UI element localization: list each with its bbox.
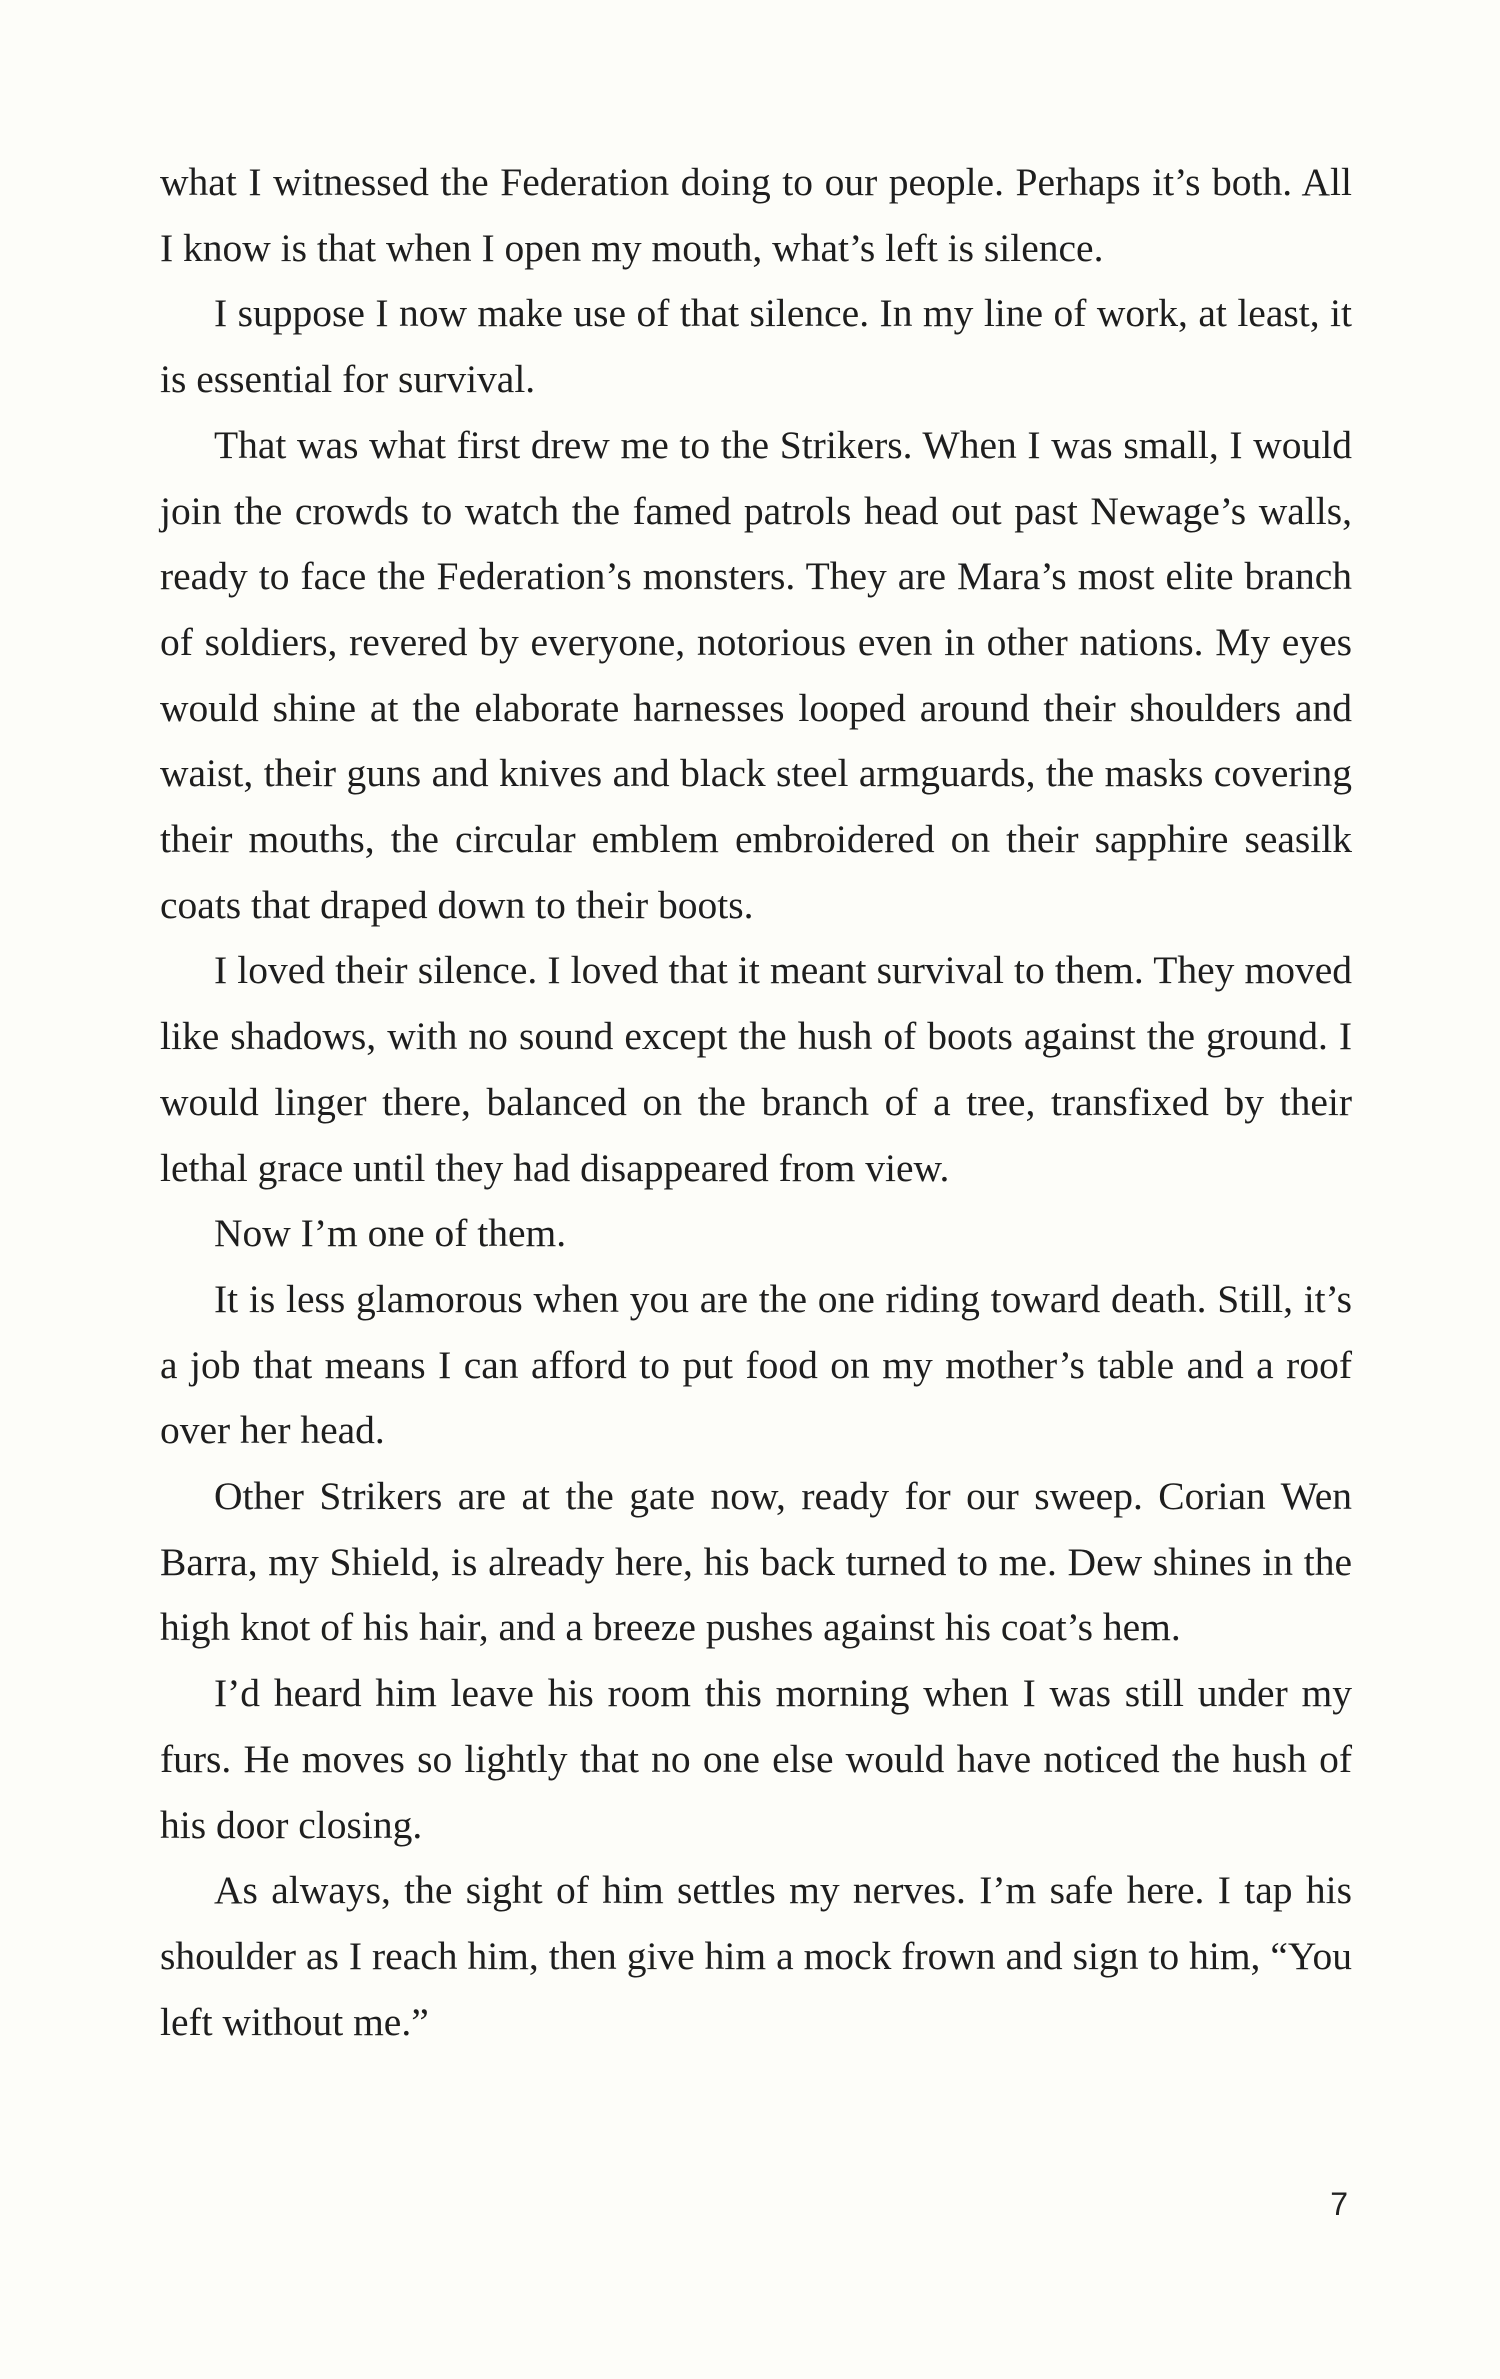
paragraph: what I witnessed the Federation doing to our people. Perhaps it’s both. All I know is that when I open my mouth, what’s left is silence. xyxy=(160,160,1352,270)
page-number: 7 xyxy=(1330,2186,1348,2222)
paragraph: I suppose I now make use of that silence. In my line of work, at least, it is essential for survival. xyxy=(160,291,1352,402)
paragraph: As always, the sight of him settles my nerves. I’m safe here. I tap his shoulder as I reach him, then give him a mock frown and sign to him, “You left without me.” xyxy=(160,1868,1352,2044)
body-text xyxy=(160,150,1352,2055)
paragraph: Other Strikers are at the gate now, ready for our sweep. Corian Wen Barra, my Shield, is already here, his back turned to me. Dew shines in the high knot of his hair, and a breeze pushes against his coat’s hem. xyxy=(160,1474,1352,1650)
paragraph: It is less glamorous when you are the one riding toward death. Still, it’s a job that means I can afford to put food on my mother’s table and a roof over her head. xyxy=(160,1276,1352,1453)
paragraph: That was what first drew me to the Strikers. When I was small, I would join the crowds to watch the famed patrols head out past Newage’s walls, ready to face the Federation’s monsters. They are Mara’s most elite branch of soldiers, revered by everyone, notorious even in other nations. My eyes would shine at the elaborate harnesses looped around their shoulders and waist, their guns and knives and black steel armguards, the masks covering their mouths, the circular emblem embroidered on their sapphire seasilk coats that draped down to their boots. xyxy=(160,422,1352,927)
paragraph: Now I’m one of them. xyxy=(214,1211,567,1256)
paragraph: I loved their silence. I loved that it meant survival to them. They moved like shadows, with no sound except the hush of boots against the ground. I would linger there, balanced on the branch of a tree, transfixed by their lethal grace until they had disappeared from view. xyxy=(160,948,1352,1190)
paragraph: I’d heard him leave his room this morning when I was still under my furs. He moves so lightly that no one else would have noticed the hush of his door closing. xyxy=(160,1671,1352,1847)
